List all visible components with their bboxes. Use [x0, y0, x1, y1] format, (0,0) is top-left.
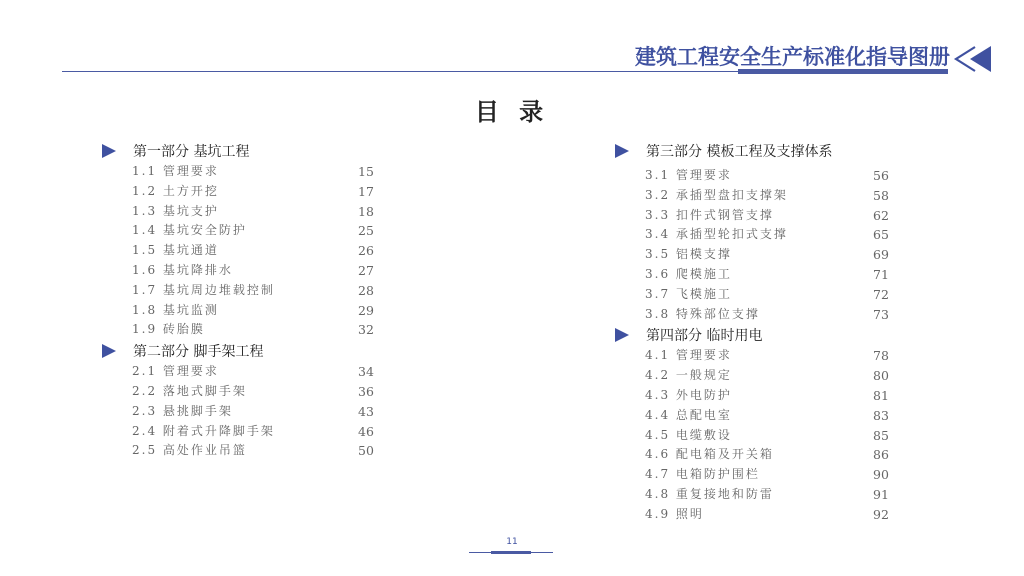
toc-entry-label: 3.7 飞模施工	[645, 286, 732, 301]
toc-entry-page: 91	[873, 486, 889, 502]
toc-entry-label: 3.3 扣件式钢管支撑	[645, 207, 774, 222]
toc-entry[interactable]	[615, 186, 915, 206]
toc-entry-page: 26	[358, 243, 374, 259]
toc-entry[interactable]	[615, 485, 915, 505]
toc-section	[102, 140, 402, 340]
triangle-bullet-icon	[102, 344, 116, 358]
toc-entry-label: 2.3 悬挑脚手架	[132, 403, 233, 418]
toc-entry-label: 4.4 总配电室	[645, 407, 732, 422]
toc-section-title: 第三部分 模板工程及支撑体系	[646, 144, 833, 160]
toc-entry-page: 46	[358, 423, 374, 439]
toc-entry-label: 3.8 特殊部位支撑	[645, 306, 760, 321]
toc-section-heading[interactable]	[102, 340, 402, 362]
toc-entry-label: 1.9 砖胎膜	[132, 322, 205, 337]
toc-entry-page: 58	[873, 187, 889, 203]
toc-entry-label: 4.5 电缆敷设	[645, 427, 732, 442]
toc-entry-label: 2.4 附着式升降脚手架	[132, 423, 275, 438]
toc-entry-page: 80	[873, 368, 889, 384]
toc-entry[interactable]	[102, 281, 402, 301]
toc-section-heading[interactable]	[102, 140, 402, 162]
toc-entry-label: 3.4 承插型轮扣式支撑	[645, 227, 788, 242]
toc-entry[interactable]	[615, 505, 915, 525]
toc-entry[interactable]	[102, 301, 402, 321]
toc-entry[interactable]	[615, 245, 915, 265]
toc-entry-label: 3.1 管理要求	[645, 168, 732, 182]
toc-entry-label: 1.2 土方开挖	[132, 183, 219, 198]
toc-entry-page: 34	[358, 364, 374, 380]
toc-entry[interactable]	[102, 202, 402, 222]
toc-right-column	[615, 140, 915, 525]
toc-entry-label: 1.8 基坑监测	[132, 302, 219, 317]
page-number: 11	[506, 537, 518, 547]
toc-entry[interactable]	[102, 162, 402, 182]
toc-entry-page: 71	[873, 266, 889, 282]
toc-entry[interactable]	[102, 241, 402, 261]
toc-left-column	[102, 140, 402, 461]
toc-entry[interactable]	[102, 221, 402, 241]
toc-entry-label: 1.1 管理要求	[132, 164, 219, 178]
toc-section-heading[interactable]	[615, 140, 915, 162]
toc-entry-page: 90	[873, 467, 889, 483]
toc-entry[interactable]	[102, 362, 402, 382]
triangle-bullet-icon	[615, 144, 629, 158]
toc-section	[615, 140, 915, 324]
toc-entry-page: 73	[873, 306, 889, 322]
toc-entry-page: 27	[358, 262, 374, 278]
toc-entry-page: 56	[873, 168, 889, 183]
toc-section-title: 第一部分 基坑工程	[133, 144, 250, 160]
toc-entry-page: 32	[358, 322, 374, 338]
toc-entry-page: 72	[873, 286, 889, 302]
toc-entry-page: 86	[873, 447, 889, 463]
book-title: 建筑工程安全生产标准化指导图册	[635, 45, 950, 69]
toc-entry[interactable]	[615, 285, 915, 305]
toc-entry-label: 1.5 基坑通道	[132, 243, 219, 258]
toc-entry[interactable]	[615, 225, 915, 245]
toc-entry[interactable]	[615, 366, 915, 386]
toc-entry-label: 2.2 落地式脚手架	[132, 383, 247, 398]
toc-entry-page: 62	[873, 207, 889, 223]
toc-entry-label: 1.6 基坑降排水	[132, 262, 233, 277]
toc-entry-page: 43	[358, 403, 374, 419]
toc-entry[interactable]	[615, 465, 915, 485]
toc-entry[interactable]	[615, 265, 915, 285]
toc-entry-page: 85	[873, 427, 889, 443]
toc-entry-label: 4.2 一般规定	[645, 368, 732, 383]
toc-entry-page: 81	[873, 387, 889, 403]
toc-entry-label: 1.4 基坑安全防护	[132, 223, 247, 238]
toc-entry[interactable]	[615, 445, 915, 465]
toc-entry[interactable]	[615, 346, 915, 366]
triangle-bullet-icon	[615, 328, 629, 342]
toc-section-title: 第四部分 临时用电	[646, 328, 763, 345]
toc-entry-page: 78	[873, 348, 889, 364]
toc-entry-page: 29	[358, 302, 374, 318]
triangle-bullet-icon	[102, 144, 116, 158]
toc-entry-label: 4.9 照明	[645, 506, 704, 521]
toc-entry-label: 2.5 高处作业吊篮	[132, 443, 247, 458]
toc-entry[interactable]	[615, 166, 915, 186]
toc-entry[interactable]	[102, 320, 402, 340]
toc-entry[interactable]	[615, 426, 915, 446]
toc-entry-page: 92	[873, 506, 889, 522]
toc-entry-page: 50	[358, 443, 374, 459]
toc-entry-label: 4.3 外电防护	[645, 387, 732, 402]
toc-entry[interactable]	[102, 261, 402, 281]
toc-entry-label: 4.8 重复接地和防雷	[645, 486, 774, 501]
toc-entry-label: 1.7 基坑周边堆载控制	[132, 282, 275, 297]
toc-entry-page: 28	[358, 282, 374, 298]
toc-entry-page: 18	[358, 203, 374, 219]
toc-entry-page: 17	[358, 183, 374, 199]
toc-entry[interactable]	[615, 305, 915, 325]
page-title: 目 录	[474, 98, 550, 126]
toc-section	[615, 324, 915, 524]
toc-section	[102, 340, 402, 461]
toc-entry-label: 4.1 管理要求	[645, 348, 732, 363]
toc-entry-label: 4.7 电箱防护围栏	[645, 467, 760, 482]
toc-entry[interactable]	[102, 402, 402, 422]
toc-entry-page: 65	[873, 227, 889, 243]
toc-entry-label: 4.6 配电箱及开关箱	[645, 447, 774, 462]
toc-entry-page: 36	[358, 383, 374, 399]
toc-entry-page: 69	[873, 247, 889, 263]
double-chevron-left-icon	[953, 44, 993, 74]
toc-entry-label: 3.2 承插型盘扣支撑架	[645, 187, 788, 202]
toc-section-title: 第二部分 脚手架工程	[133, 344, 264, 361]
toc-entry[interactable]	[615, 406, 915, 426]
toc-entry[interactable]	[102, 422, 402, 442]
toc-entry-label: 3.6 爬模施工	[645, 266, 732, 281]
toc-entry[interactable]	[102, 182, 402, 202]
toc-entry[interactable]	[615, 206, 915, 226]
toc-entry[interactable]	[615, 386, 915, 406]
toc-entry-label: 1.3 基坑支护	[132, 203, 219, 218]
toc-entry-page: 83	[873, 407, 889, 423]
toc-entry-label: 2.1 管理要求	[132, 364, 219, 379]
toc-entry[interactable]	[102, 441, 402, 461]
footer-rule-accent	[491, 551, 531, 554]
toc-section-heading[interactable]	[615, 324, 915, 346]
toc-entry-page: 25	[358, 223, 374, 239]
toc-entry-page: 15	[358, 164, 374, 179]
toc-entry[interactable]	[102, 382, 402, 402]
toc-entry-label: 3.5 铝模支撑	[645, 247, 732, 262]
